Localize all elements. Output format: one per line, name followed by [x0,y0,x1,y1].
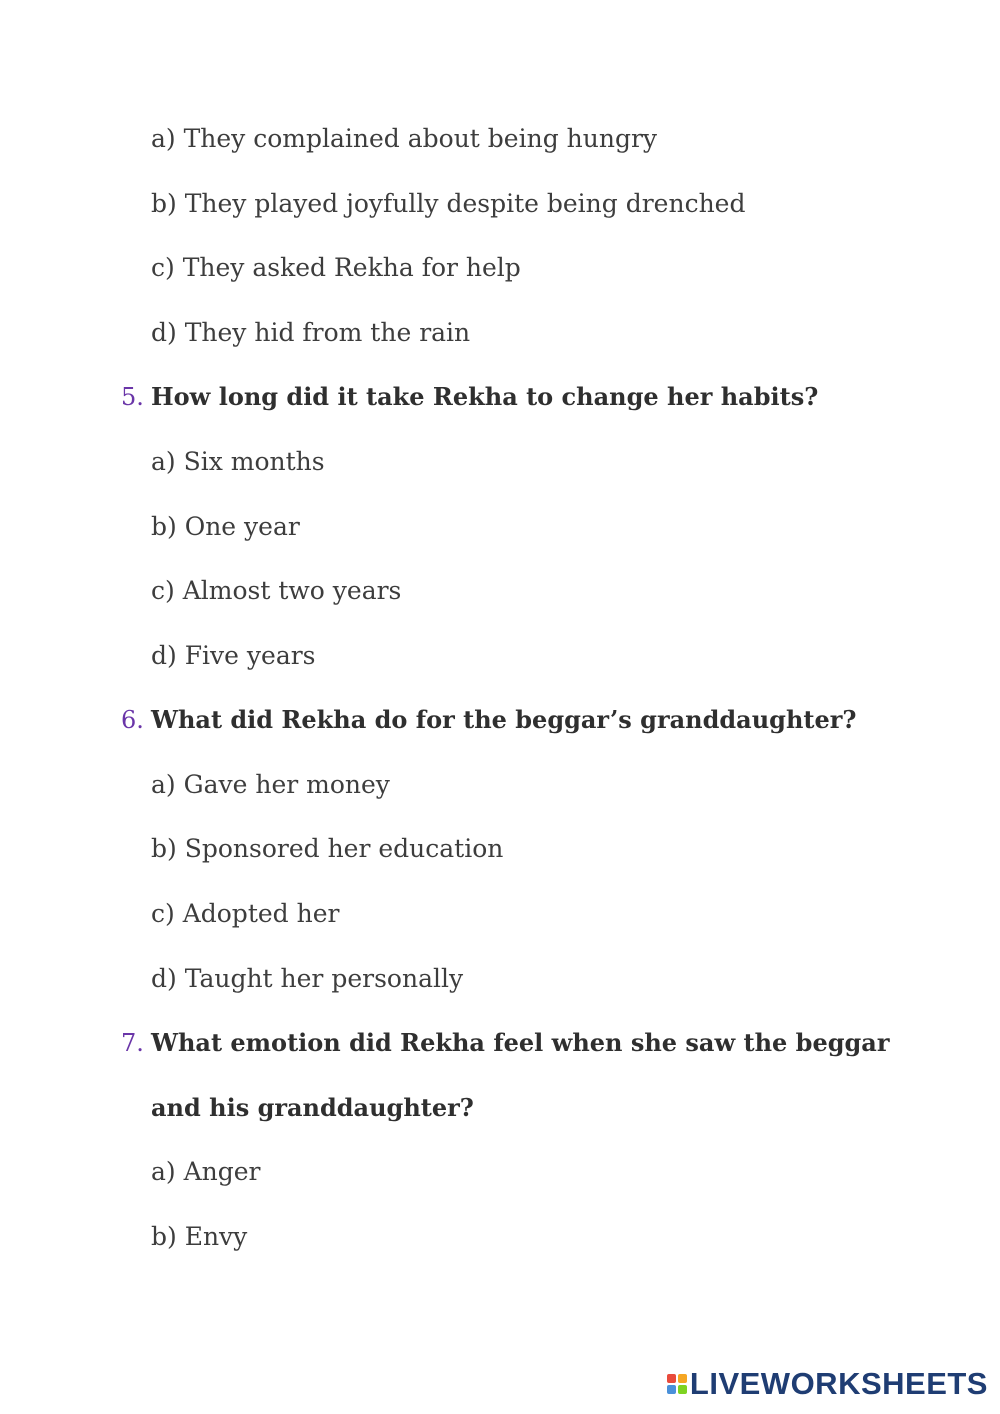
q5-number: 5. [121,383,144,411]
q7-option-a: a) Anger [151,1157,261,1186]
q7-text-line1: What emotion did Rekha feel when she saw the beggar [151,1028,890,1057]
q4-option-d: d) They hid from the rain [151,318,471,347]
q7-number: 7. [121,1029,144,1057]
q5-text: How long did it take Rekha to change her habits? [151,382,819,411]
q7-option-b: b) Envy [151,1222,248,1251]
q4-option-b: b) They played joyfully despite being drenched [151,189,746,218]
q5-option-b: b) One year [151,512,300,541]
q6-number: 6. [121,706,144,734]
q4-option-c: c) They asked Rekha for help [151,253,521,282]
q7-text-line2: and his granddaughter? [151,1093,474,1122]
liveworksheets-logo-icon [667,1374,687,1394]
q5-option-d: d) Five years [151,641,316,670]
q5-option-a: a) Six months [151,447,325,476]
q6-option-b: b) Sponsored her education [151,834,504,863]
liveworksheets-logo-text: LIVEWORKSHEETS [689,1366,988,1401]
liveworksheets-logo [667,1366,988,1402]
q4-option-a: a) They complained about being hungry [151,124,658,153]
q6-option-a: a) Gave her money [151,770,390,799]
q6-option-c: c) Adopted her [151,899,340,928]
q6-text: What did Rekha do for the beggar’s granddaughter? [151,705,857,734]
q6-option-d: d) Taught her personally [151,964,464,993]
q5-option-c: c) Almost two years [151,576,402,605]
